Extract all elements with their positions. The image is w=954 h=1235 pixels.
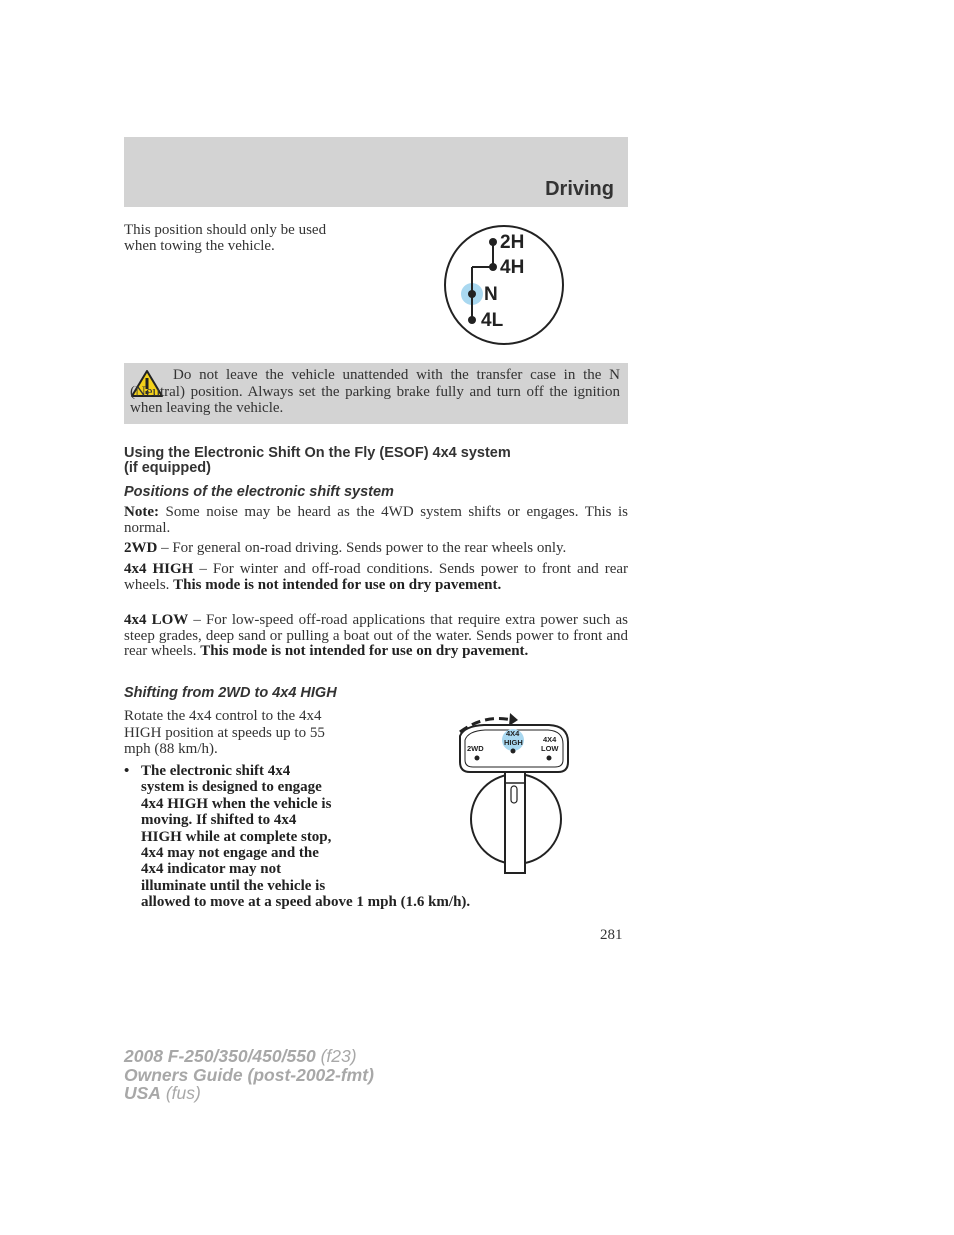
bullet-line-8: illuminate until the vehicle is xyxy=(141,877,326,894)
bullet-line-2: system is designed to engage xyxy=(141,779,322,796)
bullet-marker: • xyxy=(124,763,130,779)
label-low-bottom: LOW xyxy=(541,744,559,753)
mode-2wd-label: 2WD xyxy=(124,540,158,556)
footer-region-code: (fus) xyxy=(160,1083,201,1103)
mode-high-warning: This mode is not intended for use on dry pavement. xyxy=(173,576,502,593)
shift-line-1: Rotate the 4x4 control to the 4x4 xyxy=(124,708,322,724)
label-4l: 4L xyxy=(481,310,504,331)
4x4-control-knob-diagram xyxy=(454,708,574,874)
bullet-line-9: allowed to move at a speed above 1 mph (1.6 km/h). xyxy=(141,894,471,911)
footer-guide: Owners Guide (post-2002-fmt) xyxy=(124,1064,374,1085)
position-dot-2h xyxy=(489,238,497,246)
mode-high-paragraph xyxy=(124,562,628,593)
label-2wd: 2WD xyxy=(467,744,484,753)
bullet-line-3: 4x4 HIGH when the vehicle is xyxy=(141,795,332,812)
intro-line-1: This position should only be used xyxy=(124,222,327,238)
bullet-line-4: moving. If shifted to 4x4 xyxy=(141,812,297,829)
bullet-line-6: 4x4 may not engage and the xyxy=(141,845,319,862)
position-dot-n xyxy=(468,290,476,298)
warning-text: Do not leave the vehicle unattended with the transfer case in the N (Neutral) position. Always set the parking brake fully and turn off the ignition when leaving the vehicle. xyxy=(130,367,620,416)
shift-instructions xyxy=(124,708,325,758)
page-section-title: Driving xyxy=(545,178,614,200)
bullet-line-7: 4x4 indicator may not xyxy=(141,861,282,878)
document-footer xyxy=(124,1047,374,1103)
label-high-bottom: HIGH xyxy=(504,738,523,747)
mode-high-label: 4x4 HIGH xyxy=(124,561,194,577)
note-paragraph xyxy=(124,505,628,536)
section-heading-line-2: (if equipped) xyxy=(124,460,211,476)
section-heading-line-1: Using the Electronic Shift On the Fly (ESOF) 4x4 system xyxy=(124,445,511,461)
note-label: Note: xyxy=(124,504,159,520)
shift-line-2: HIGH position at speeds up to 55 xyxy=(124,724,325,741)
bullet-line-1: The electronic shift 4x4 xyxy=(141,763,291,779)
bullet-text xyxy=(141,763,470,911)
shift-line-3: mph (88 km/h). xyxy=(124,741,218,757)
label-4h: 4H xyxy=(500,257,525,278)
label-high-top: 4X4 xyxy=(506,729,520,738)
footer-model-code: (f23) xyxy=(315,1046,357,1066)
mode-high-text: – For winter and off-road conditions. Sends power to front and rear wheels. xyxy=(124,561,629,593)
intro-text xyxy=(124,222,326,254)
header-band xyxy=(124,137,628,207)
mode-2wd-paragraph xyxy=(124,541,628,557)
section-heading xyxy=(124,446,511,476)
mode-low-warning: This mode is not intended for use on dry pavement. xyxy=(200,643,529,659)
position-dot-4l xyxy=(468,316,476,324)
label-2h: 2H xyxy=(500,232,525,253)
footer-model: 2008 F-250/350/450/550 xyxy=(124,1046,316,1066)
subheading-shifting: Shifting from 2WD to 4x4 HIGH xyxy=(124,685,337,701)
knob-indicator xyxy=(511,786,517,803)
mode-low-label: 4x4 LOW xyxy=(124,612,189,628)
page-number: 281 xyxy=(600,927,623,943)
bullet-line-5: HIGH while at complete stop, xyxy=(141,828,332,845)
warning-box xyxy=(124,363,628,424)
position-dot-4h xyxy=(489,263,497,271)
mode-low-text: – For low-speed off-road applications that require extra power such as steep grades, deep sand or pulling a boat out of the water. Sends power to front and rear wheels. xyxy=(124,612,628,659)
mode-2wd-text: – For general on-road driving. Sends power to the rear wheels only. xyxy=(157,540,567,556)
footer-region: USA xyxy=(124,1083,161,1103)
transfer-case-selector-diagram xyxy=(440,224,570,348)
subheading-positions: Positions of the electronic shift system xyxy=(124,484,394,500)
label-n: N xyxy=(484,284,498,305)
intro-line-2: when towing the vehicle. xyxy=(124,238,275,254)
note-text: Some noise may be heard as the 4WD system shifts or engages. This is normal. xyxy=(124,504,628,536)
label-low-top: 4X4 xyxy=(543,735,557,744)
mode-low-paragraph xyxy=(124,613,628,660)
